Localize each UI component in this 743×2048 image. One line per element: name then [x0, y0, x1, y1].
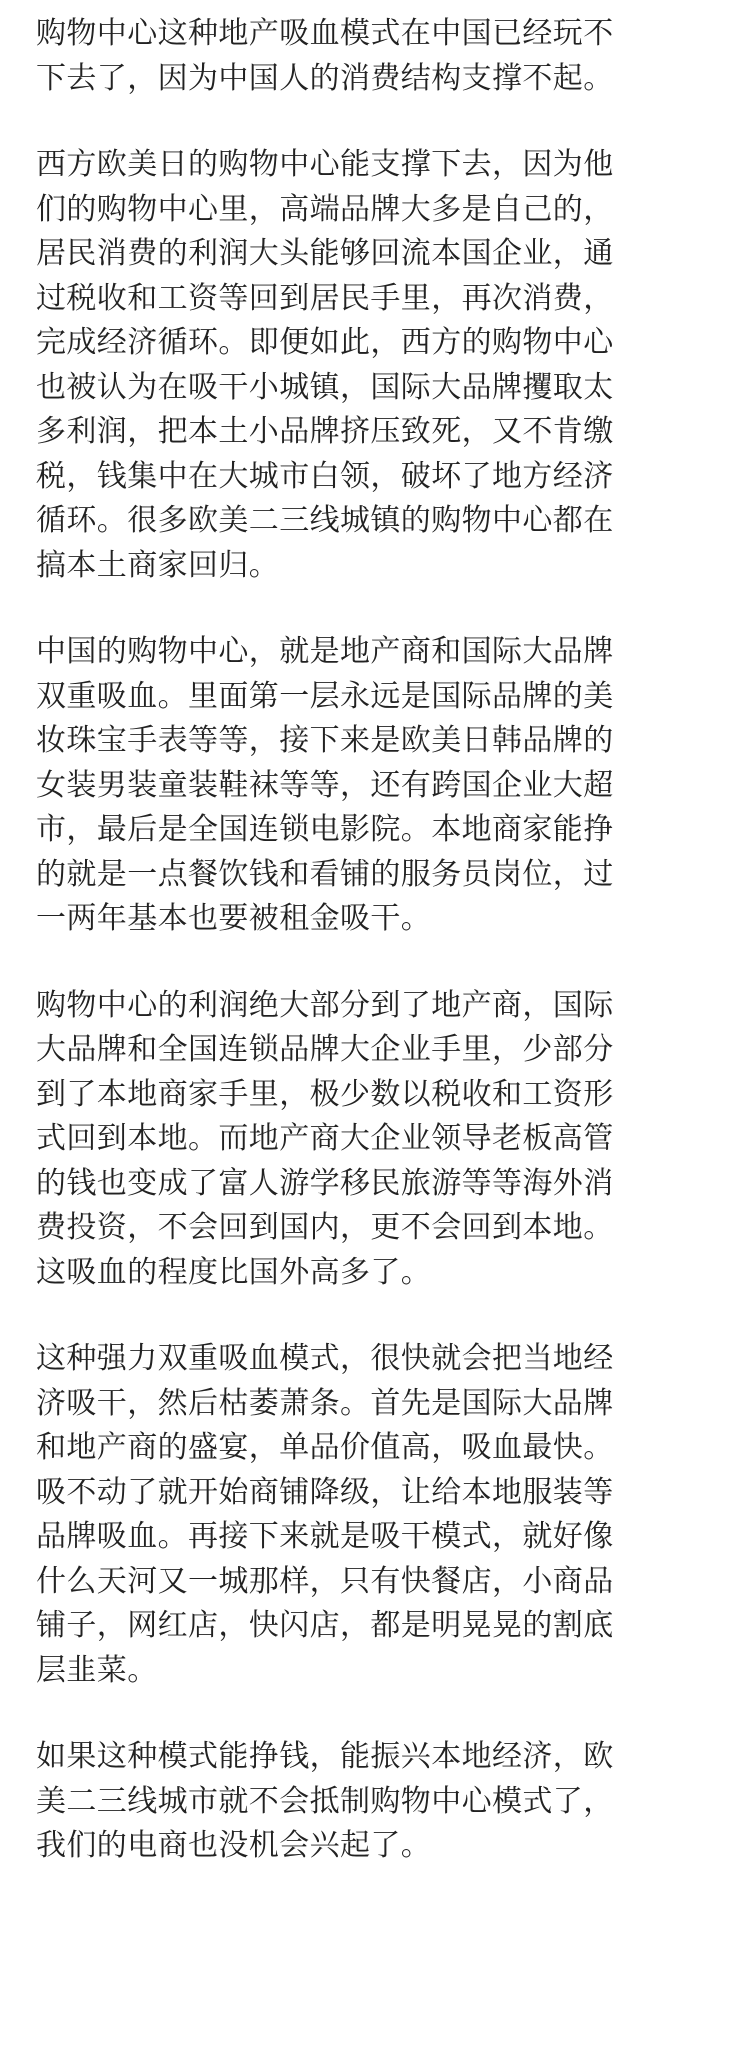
paragraph-3: 中国的购物中心，就是地产商和国际大品牌 双重吸血。里面第一层永远是国际品牌的美 妆珠宝手表等等，接下来是欧美日韩品牌的 女装男装童装鞋袜等等，还有跨国企业大超 市，最后是全国连锁电影院。本地商家能挣 的就是一点餐饮钱和看铺的服务员岗位，过 一两年基本也要被租金吸干。: [36, 634, 614, 936]
paragraph-4: 购物中心的利润绝大部分到了地产商，国际 大品牌和全国连锁品牌大企业手里，少部分 到了本地商家手里，极少数以税收和工资形 式回到本地。而地产商大企业领导老板高管 的钱也变成了富人游学移民旅游等等海外消 费投资，不会回到国内，更不会回到本地。 这吸血的程度比国外高多了。: [36, 987, 614, 1290]
paragraph-5: 这种强力双重吸血模式，很快就会把当地经 济吸干，然后枯萎萧条。首先是国际大品牌 和地产商的盛宴，单品价值高，吸血最快。 吸不动了就开始商铺降级，让给本地服装等 品牌吸血。再接下来就是吸干模式，就好像 什么天河又一城那样，只有快餐店，小商品 铺子，网红店，快闪店，都是明晃晃的割底 层韭菜。: [36, 1341, 614, 1688]
article-body: [36, 12, 712, 1869]
paragraph-6: 如果这种模式能挣钱，能振兴本地经济，欧 美二三线城市就不会抵制购物中心模式了， 我们的电商也没机会兴起了。: [36, 1739, 614, 1863]
paragraph-2: 西方欧美日的购物中心能支撑下去，因为他 们的购物中心里，高端品牌大多是自己的， 居民消费的利润大头能够回流本国企业，通 过税收和工资等回到居民手里，再次消费， 完成经济循环。即便如此，西方的购物中心 也被认为在吸干小城镇，国际大品牌攫取太 多利润，把本土小品牌挤压致死，又不肯缴 税，钱集中在大城市白领，破坏了地方经济 循环。很多欧美二三线城镇的购物中心都在 搞本土商家回归。: [36, 147, 614, 583]
paragraph-1: 购物中心这种地产吸血模式在中国已经玩不 下去了，因为中国人的消费结构支撑不起。: [36, 16, 614, 96]
